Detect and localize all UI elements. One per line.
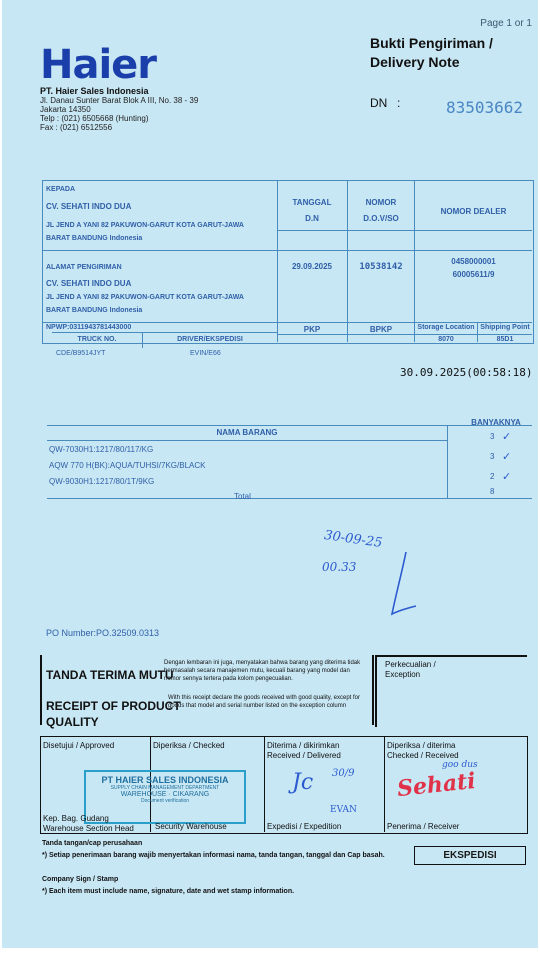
truck-number: CDE/B9514JYT <box>56 350 106 357</box>
receiver-stamp: Sehati <box>395 767 477 803</box>
received-label <box>387 741 459 761</box>
receipt-title-en-1: RECEIPT OF PRODUCT <box>46 699 181 713</box>
company-address-2: Jakarta 14350 <box>40 105 91 114</box>
stamp-verification: Document verification <box>140 798 190 804</box>
exception-label-1: Perkecualian / <box>385 660 436 669</box>
kepada-label: KEPADA <box>46 186 76 193</box>
total-qty: 8 <box>490 487 495 496</box>
check-mark-1: ✓ <box>502 431 512 443</box>
item-row-1-qty: 3 <box>490 432 495 441</box>
pkp-label: PKP <box>303 325 321 334</box>
item-row-3-qty: 2 <box>490 472 495 481</box>
po-number: PO Number:PO.32509.0313 <box>46 628 160 638</box>
expedition-label: Expedisi / Expedition <box>267 822 342 831</box>
handwritten-signature-mark <box>382 548 432 628</box>
receipt-text-id: Dengan lembaran ini juga, menyatakan bahwa barang yang diterima tidak bermasalah secara manajemen mutu, kecuali barang yang model dan nomor sennya tertera pada kolom pengecualian. <box>164 660 361 682</box>
dealer-number-2: 60005611/9 <box>452 270 495 279</box>
recipient-address-2: BARAT BANDUNG Indonesia <box>46 235 143 242</box>
receiver-label: Penerima / Receiver <box>387 822 460 831</box>
stamp-warehouse: WAREHOUSE · CIKARANG <box>120 791 210 798</box>
ship-label: ALAMAT PENGIRIMAN <box>46 264 122 271</box>
delivered-label <box>267 741 341 761</box>
copy-label: EKSPEDISI <box>414 846 526 865</box>
haier-logo: Haier <box>40 42 157 88</box>
col-dealer: NOMOR DEALER <box>440 207 507 216</box>
receipt-title-id: TANDA TERIMA MUTU <box>46 668 174 682</box>
recipient-name: CV. SEHATI INDO DUA <box>46 202 132 211</box>
stamp-company: PT HAIER SALES INDONESIA <box>101 775 229 785</box>
approved-label: Disetujui / Approved <box>43 741 115 750</box>
exception-label-2: Exception <box>385 670 421 679</box>
item-row-3-name: QW-9030H1:1217/80/1T/9KG <box>49 477 155 486</box>
exception-label <box>385 660 436 680</box>
print-timestamp: 30.09.2025(00:58:18) <box>400 366 533 379</box>
footer-line-1: Tanda tangan/cap perusahaan <box>42 840 143 847</box>
order-number: 10538142 <box>359 262 403 272</box>
delivered-label-1: Diterima / dikirimkan <box>267 741 340 750</box>
handwritten-date: 30-09-25 <box>323 528 384 551</box>
col-tanggal: TANGGAL <box>292 198 332 207</box>
col-tanggal-sub: D.N <box>305 214 319 223</box>
items-header-qty: BANYAKNYA <box>471 418 521 427</box>
dn-colon: : <box>397 96 401 110</box>
ship-address-1: JL JEND A YANI 82 PAKUWON-GARUT KOTA GARUT-JAWA <box>46 294 244 301</box>
received-label-1: Diperiksa / diterima <box>387 741 456 750</box>
col-nomor: NOMOR <box>365 198 397 207</box>
check-mark-3: ✓ <box>502 471 512 483</box>
warehouse-head-label <box>43 814 134 834</box>
storage-location-label: Storage Location <box>417 324 475 331</box>
handwritten-time: 00.33 <box>322 560 357 574</box>
item-row-2-qty: 3 <box>490 452 495 461</box>
driver-label: DRIVER/EKSPEDISI <box>177 336 243 343</box>
courier-name: EVAN <box>330 805 357 815</box>
warehouse-head-label-1: Kep. Bag. Gudang <box>43 814 109 823</box>
truck-label: TRUCK NO. <box>77 336 117 343</box>
delivery-note-sheet <box>2 0 538 948</box>
document-title-2: Delivery Note <box>370 54 460 70</box>
driver-name: EVIN/E66 <box>190 350 221 357</box>
col-nomor-sub: D.O.V/SO <box>363 214 399 223</box>
warehouse-head-label-2: Warehouse Section Head <box>43 824 134 833</box>
delivered-label-2: Received / Delivered <box>267 751 341 760</box>
dn-number: 83503662 <box>446 98 524 117</box>
item-row-1-name: QW-7030H1:1217/80/117/KG <box>49 445 154 454</box>
company-address-1: Jl. Danau Sunter Barat Blok A III, No. 38 - 39 <box>40 96 199 105</box>
total-label: Total <box>234 492 251 501</box>
footer-line-3: Company Sign / Stamp <box>42 876 119 883</box>
stamp-department: SUPPLY CHAIN MANAGEMENT DEPARTMENT <box>110 785 220 791</box>
ship-name: CV. SEHATI INDO DUA <box>46 279 132 288</box>
receipt-title-en-2: QUALITY <box>46 715 99 729</box>
ship-address-2: BARAT BANDUNG Indonesia <box>46 307 143 314</box>
item-row-2-name: AQW 770 H(BK):AQUA/TUHSI/7KG/BLACK <box>49 461 206 470</box>
shipping-point-label: Shipping Point <box>480 324 530 331</box>
footer-line-2: *) Setiap penerimaan barang wajib menyertakan informasi nama, tanda tangan, tanggal dan Cap basah. <box>42 852 385 859</box>
company-info <box>40 87 198 132</box>
items-header-name: NAMA BARANG <box>216 428 278 437</box>
receipt-text-en: With this receipt declare the goods received with good quality, except for goods that model and serial number listed on the exception column <box>168 695 360 709</box>
page-number: Page 1 or 1 <box>480 18 532 29</box>
dn-label: DN <box>370 96 388 110</box>
bpkp-label: BPKP <box>369 325 393 334</box>
storage-location: 8070 <box>438 336 454 343</box>
check-mark-2: ✓ <box>502 451 512 463</box>
courier-sign-date: 30/9 <box>332 768 355 779</box>
company-telp: Telp : (021) 6505668 (Hunting) <box>40 114 149 123</box>
checked-label: Diperiksa / Checked <box>153 741 225 750</box>
security-label: Security Warehouse <box>155 822 227 831</box>
courier-signature: Jc <box>292 770 314 795</box>
date-value: 29.09.2025 <box>291 262 333 271</box>
dealer-number-1: 0458000001 <box>451 257 496 266</box>
document-title-1: Bukti Pengiriman / <box>370 35 493 51</box>
receipt-title-en <box>46 698 181 730</box>
npwp: NPWP:0311943781443000 <box>46 324 132 331</box>
document-title <box>370 34 493 72</box>
company-name: PT. Haier Sales Indonesia <box>40 86 149 96</box>
shipping-point: 85D1 <box>496 336 514 343</box>
recipient-address-1: JL JEND A YANI 82 PAKUWON-GARUT KOTA GARUT-JAWA <box>46 222 244 229</box>
receiver-note: goo dus <box>442 760 478 770</box>
footer-line-4: *) Each item must include name, signature, date and wet stamp information. <box>42 888 295 895</box>
company-fax: Fax : (021) 6512556 <box>40 123 113 132</box>
received-label-2: Checked / Received <box>387 751 459 760</box>
